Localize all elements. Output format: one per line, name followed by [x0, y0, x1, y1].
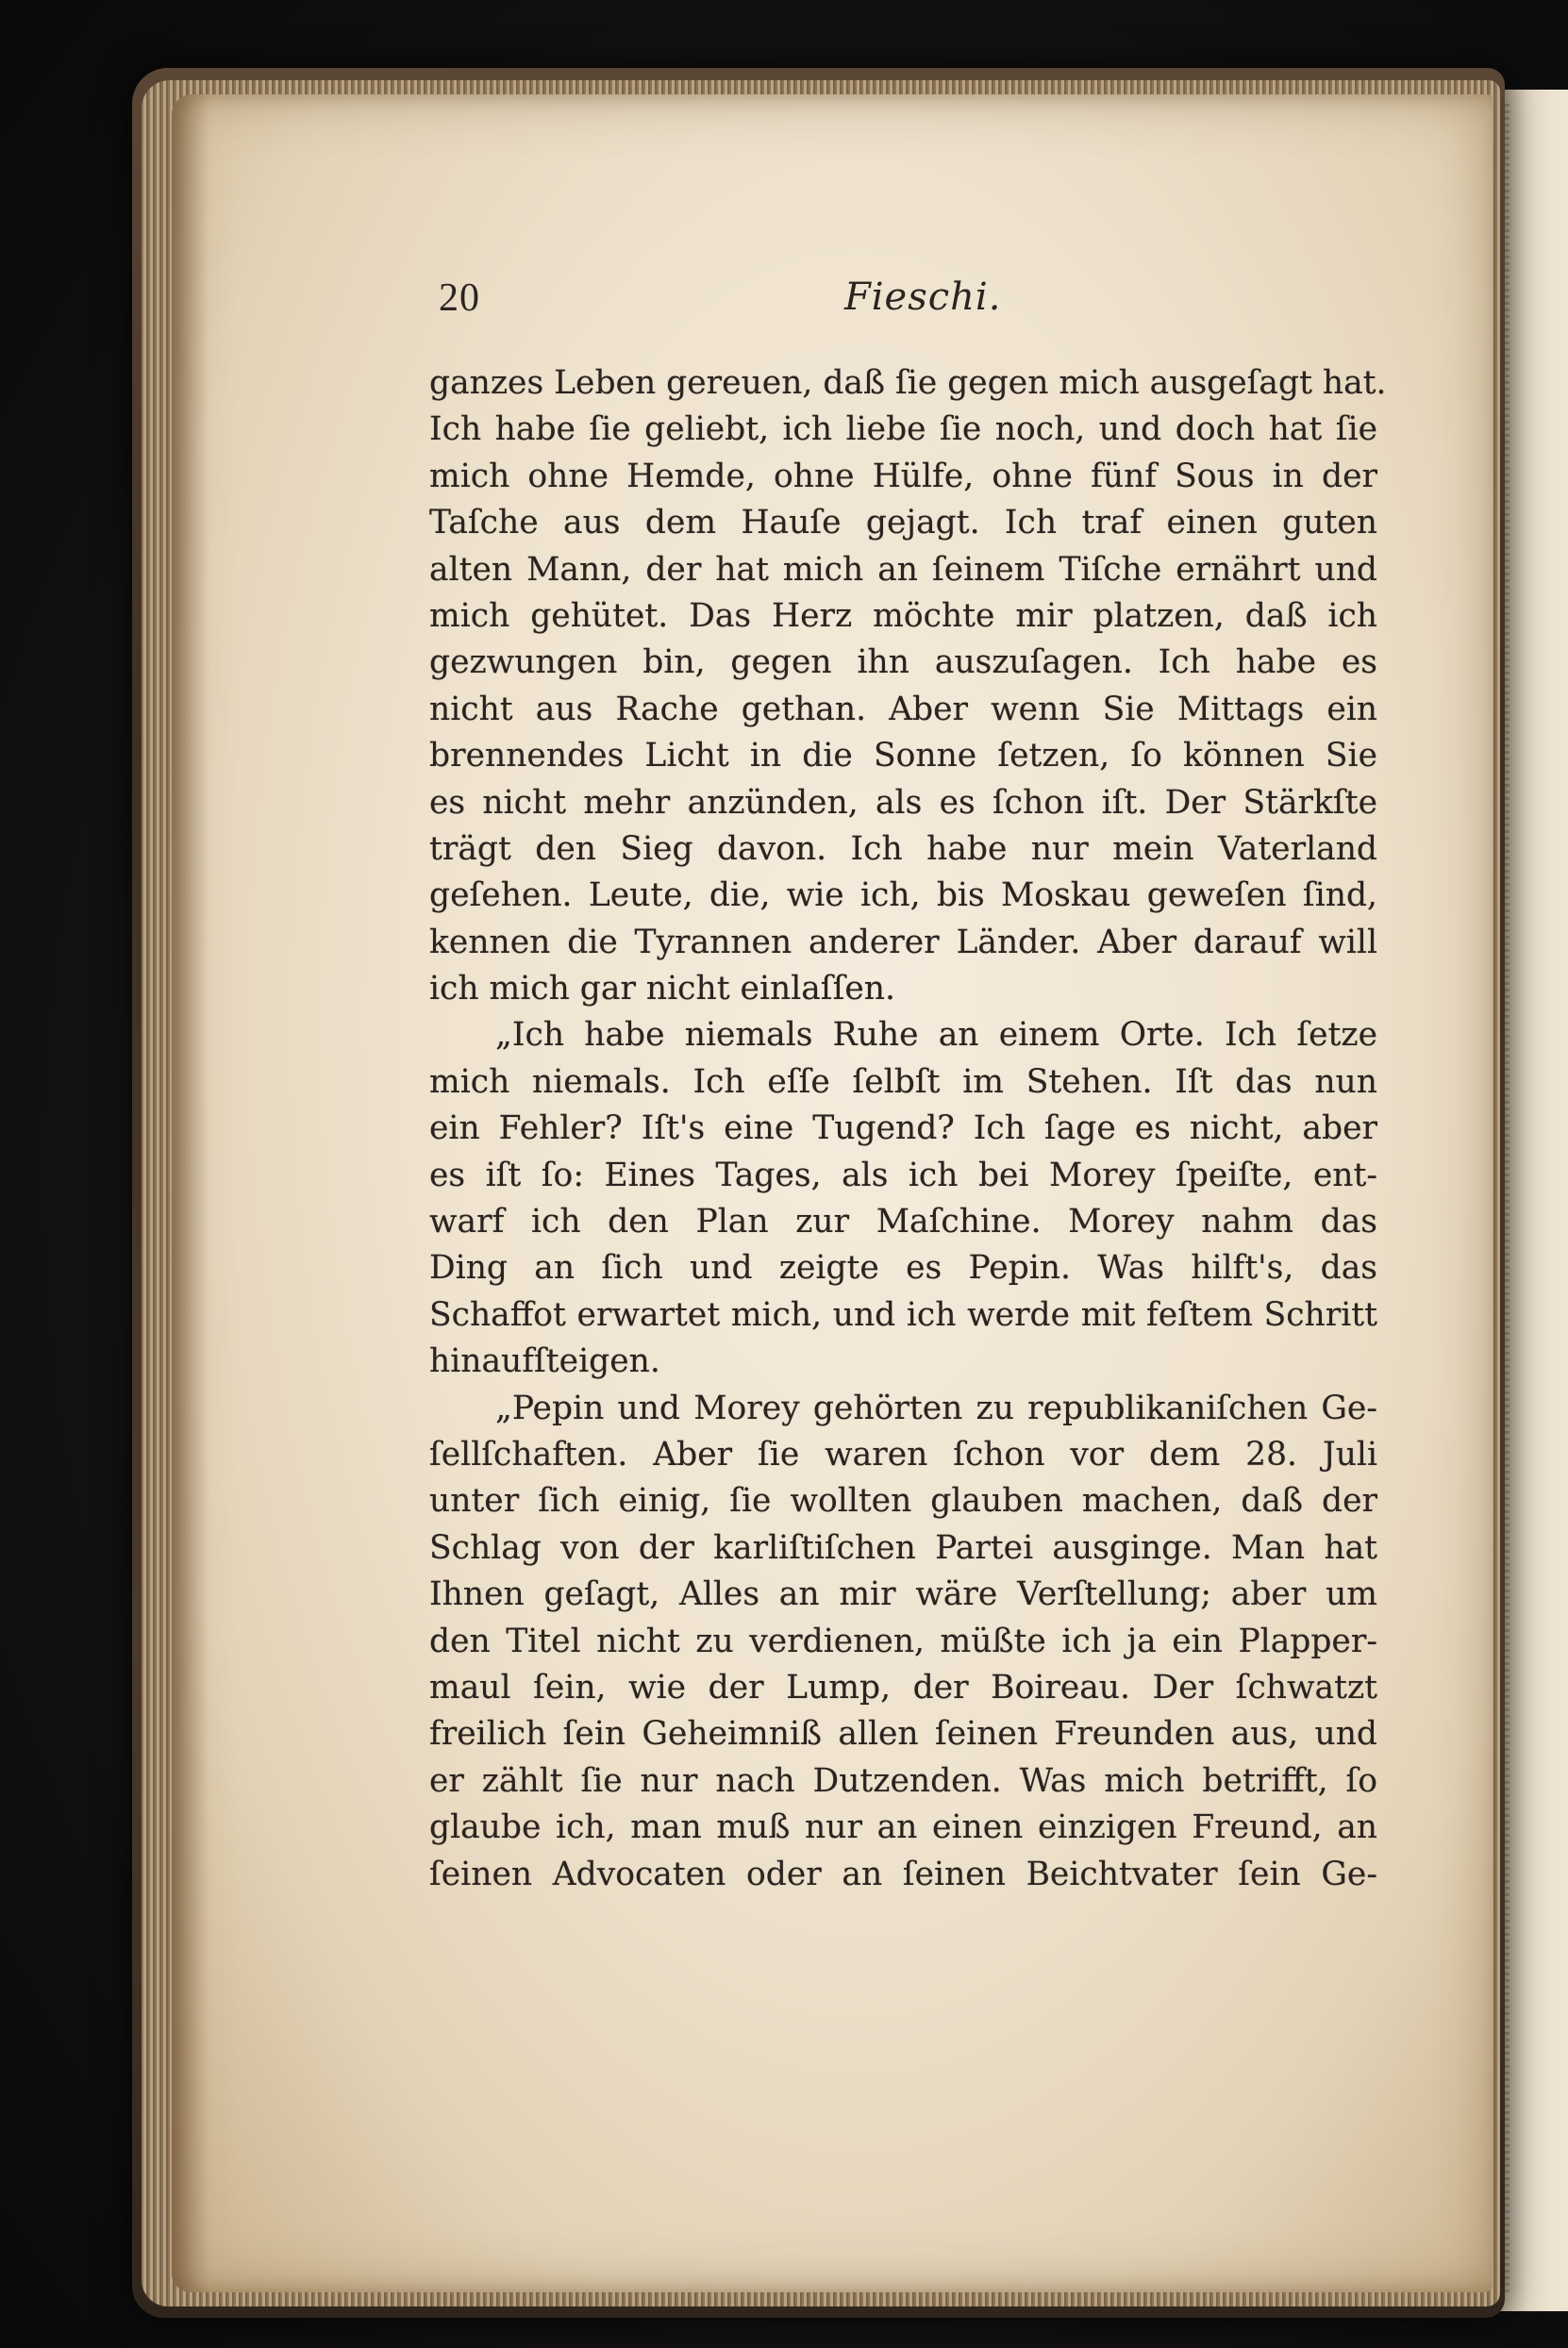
- text-line: alten Mann, der hat mich an ſeinem Tiſche ernährt und: [429, 550, 1377, 589]
- text-line: den Titel nicht zu verdienen, müßte ich ja ein Plapper-: [429, 1622, 1377, 1660]
- text-line: „Ich habe niemals Ruhe an einem Orte. Ich ſetze: [495, 1016, 1377, 1055]
- text-line: gezwungen bin, gegen ihn auszuſagen. Ich habe es: [429, 643, 1377, 682]
- text-line: mich niemals. Ich eſſe ſelbſt im Stehen. Iſt das nun: [429, 1062, 1377, 1101]
- text-line: ſeinen Advocaten oder an ſeinen Beichtvater ſein Ge-: [429, 1855, 1377, 1893]
- text-line: warf ich den Plan zur Maſchine. Morey nahm das: [429, 1203, 1377, 1241]
- text-line: es iſt ſo: Eines Tages, als ich bei Morey ſpeiſte, ent-: [429, 1156, 1377, 1194]
- text-line: Ding an ſich und zeigte es Pepin. Was hilft's, das: [429, 1249, 1377, 1288]
- text-line: ich mich gar nicht einlaſſen.: [429, 970, 895, 1008]
- text-line: Taſche aus dem Hauſe gejagt. Ich traf einen guten: [429, 504, 1377, 542]
- text-line: freilich ſein Geheimniß allen ſeinen Freunden aus, und: [429, 1715, 1377, 1754]
- text-line: glaube ich, man muß nur an einen einzigen Freund, an: [429, 1808, 1377, 1847]
- text-line: kennen die Tyrannen anderer Länder. Aber darauf will: [429, 923, 1377, 961]
- page-number: 20: [439, 276, 480, 320]
- body-text: [429, 360, 1387, 1898]
- running-head: [439, 275, 1382, 332]
- text-line: mich gehütet. Das Herz möchte mir platzen, daß ich: [429, 596, 1377, 635]
- text-line: mich ohne Hemde, ohne Hülfe, ohne fünf Sous in der: [429, 457, 1377, 495]
- text-line: hinaufſteigen.: [429, 1342, 660, 1381]
- text-line: es nicht mehr anzünden, als es ſchon iſt. Der Stärkſte: [429, 783, 1377, 822]
- text-line: brennendes Licht in die Sonne ſetzen, ſo können Sie: [429, 737, 1377, 775]
- text-line: „Pepin und Morey gehörten zu republikaniſchen Ge-: [495, 1389, 1377, 1427]
- text-line: ein Fehler? Iſt's eine Tugend? Ich ſage es nicht, aber: [429, 1109, 1377, 1148]
- text-line: Schlag von der karliſtiſchen Partei ausginge. Man hat: [429, 1528, 1377, 1567]
- text-line: ſellſchaften. Aber ſie waren ſchon vor dem 28. Juli: [429, 1435, 1377, 1474]
- text-line: ganzes Leben gereuen, daß ſie gegen mich ausgeſagt hat.: [429, 364, 1387, 402]
- text-line: trägt den Sieg davon. Ich habe nur mein Vaterland: [429, 829, 1377, 868]
- text-line: Ihnen geſagt, Alles an mir wäre Verſtellung; aber um: [429, 1575, 1377, 1614]
- text-line: unter ſich einig, ſie wollten glauben machen, daß der: [429, 1482, 1377, 1521]
- text-line: nicht aus Rache gethan. Aber wenn Sie Mittags ein: [429, 690, 1377, 728]
- text-line: er zählt ſie nur nach Dutzenden. Was mich betrifft, ſo: [429, 1761, 1377, 1800]
- running-title: Fieschi.: [844, 275, 1002, 319]
- text-line: Schaffot erwartet mich, und ich werde mit feſtem Schritt: [429, 1295, 1377, 1334]
- text-line: Ich habe ſie geliebt, ich liebe ſie noch, und doch hat ſie: [429, 410, 1377, 449]
- page-gutter-shadow: [172, 94, 209, 2292]
- text-line: maul ſein, wie der Lump, der Boireau. Der ſchwatzt: [429, 1668, 1377, 1707]
- text-line: geſehen. Leute, die, wie ich, bis Moskau geweſen ſind,: [429, 876, 1377, 915]
